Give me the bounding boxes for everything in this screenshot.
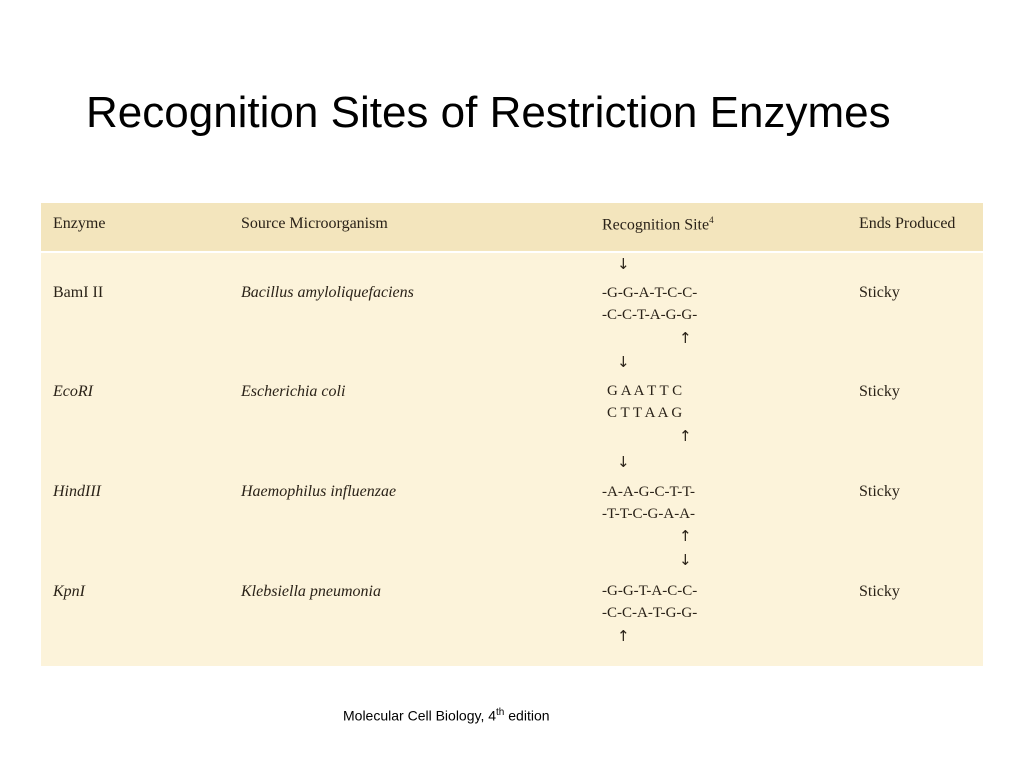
cut-arrow-down-icon: ↓ xyxy=(617,353,630,371)
header-site-label: Recognition Site xyxy=(602,216,710,234)
enzyme-table xyxy=(41,203,983,666)
site-bottom-strand: -C-C-A-T-G-G- xyxy=(602,605,698,621)
ends-produced: Sticky xyxy=(859,583,900,600)
cut-arrow-down-icon: ↓ xyxy=(617,453,630,471)
source-organism: Escherichia coli xyxy=(241,383,346,400)
header-ends: Ends Produced xyxy=(859,215,956,232)
enzyme-name: KpnI xyxy=(53,583,85,600)
ends-produced: Sticky xyxy=(859,383,900,400)
citation-superscript: th xyxy=(496,707,505,718)
header-site-footnote: 4 xyxy=(709,215,714,225)
cut-arrow-up-icon: ↑ xyxy=(617,627,630,645)
table-header-row xyxy=(41,203,983,253)
site-top-strand: -G-G-A-T-C-C- xyxy=(602,285,698,301)
source-organism: Klebsiella pneumonia xyxy=(241,583,381,600)
enzyme-name: BamI II xyxy=(53,284,104,301)
citation-footer xyxy=(343,707,550,724)
site-top-strand: -A-A-G-C-T-T- xyxy=(602,484,696,500)
site-bottom-strand: C T T A A G xyxy=(607,405,683,421)
slide-title: Recognition Sites of Restriction Enzymes xyxy=(86,88,891,137)
citation-suffix: edition xyxy=(504,707,550,724)
source-organism: Bacillus amyloliquefaciens xyxy=(241,284,414,301)
header-source: Source Microorganism xyxy=(241,215,388,232)
header-site xyxy=(602,215,714,234)
cut-arrow-down-icon: ↓ xyxy=(679,551,692,569)
enzyme-name: EcoRI xyxy=(53,383,93,400)
enzyme-name: HindIII xyxy=(53,483,101,500)
ends-produced: Sticky xyxy=(859,284,900,301)
source-organism: Haemophilus influenzae xyxy=(241,483,397,500)
header-enzyme: Enzyme xyxy=(53,215,106,232)
cut-arrow-up-icon: ↑ xyxy=(679,527,692,545)
site-top-strand: G A A T T C xyxy=(607,383,683,399)
citation-text: Molecular Cell Biology, 4 xyxy=(343,707,497,724)
cut-arrow-up-icon: ↑ xyxy=(679,329,692,347)
ends-produced: Sticky xyxy=(859,483,900,500)
site-bottom-strand: -C-C-T-A-G-G- xyxy=(602,307,698,323)
cut-arrow-down-icon: ↓ xyxy=(617,255,630,273)
cut-arrow-up-icon: ↑ xyxy=(679,427,692,445)
site-top-strand: -G-G-T-A-C-C- xyxy=(602,583,698,599)
site-bottom-strand: -T-T-C-G-A-A- xyxy=(602,506,696,522)
